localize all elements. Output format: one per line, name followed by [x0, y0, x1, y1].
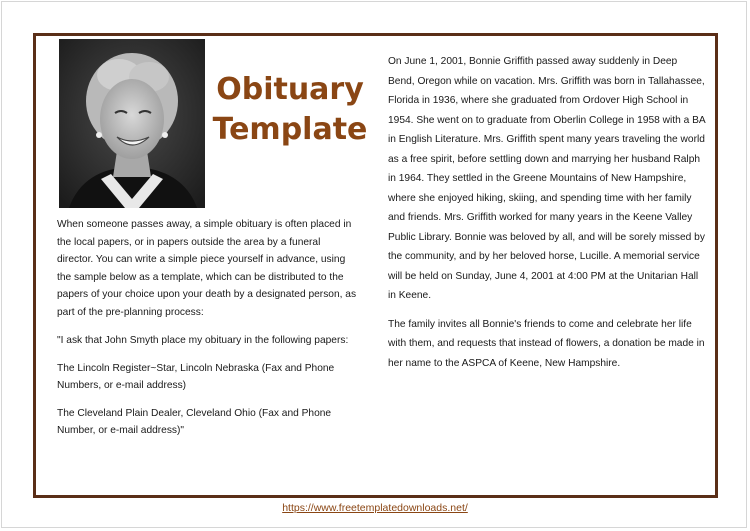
- title-line-2: Template: [212, 112, 368, 147]
- left-column: [57, 216, 357, 450]
- obituary-paragraph: On June 1, 2001, Bonnie Griffith passed away suddenly in Deep Bend, Oregon while on vacation. Mrs. Griffith was born in Tallahassee, Florida in 1936, where she graduated from Ordover High School in 1954. She went on to graduate from Oberlin College in 1958 with a BA in English Literature. Mrs. Griffith spent many years traveling the world as a free spirit, before settling down and marrying her husband Ralph in 1964. They settled in the Greene Mountains of New Hampshire, where she enjoyed hiking, skiing, and spending time with her family and friends. Mrs. Griffith worked for many years in the Keene Valley Public Library. Bonnie was beloved by all, and will be sorely missed by the community, and by her beloved horse, Lucille. A memorial service will be held on Sunday, June 4, 2001 at 4:00 PM at the Unitarian Hall in Keene.: [388, 56, 706, 301]
- family-paragraph: The family invites all Bonnie's friends to come and celebrate her life with them, and requests that instead of flowers, a donation be made in her name to the ASPCA of Keene, New Hampshire.: [388, 318, 705, 369]
- right-column: [388, 52, 706, 382]
- intro-paragraph: When someone passes away, a simple obituary is often placed in the local papers, or in papers outside the area by a funeral director. You can write a simple piece yourself in advance, using the sample below as a template, which can be distributed to the papers of your choice upon your death by a designated person, as part of the pre-planning process:: [57, 219, 357, 318]
- paper-entry-2: The Cleveland Plain Dealer, Cleveland Ohio (Fax and Phone Number, or e-mail address)": [57, 407, 332, 436]
- page-title: [208, 70, 372, 150]
- portrait-photo: [59, 39, 205, 208]
- title-line-1: Obituary: [216, 72, 364, 107]
- portrait-image-icon: [59, 39, 205, 208]
- paper-entry-1: The Lincoln Register~Star, Lincoln Nebraska (Fax and Phone Numbers, or e-mail address): [57, 362, 335, 391]
- footer-website-link[interactable]: https://www.freetemplatedownloads.net/: [282, 502, 468, 514]
- request-paragraph: "I ask that John Smyth place my obituary in the following papers:: [57, 335, 349, 346]
